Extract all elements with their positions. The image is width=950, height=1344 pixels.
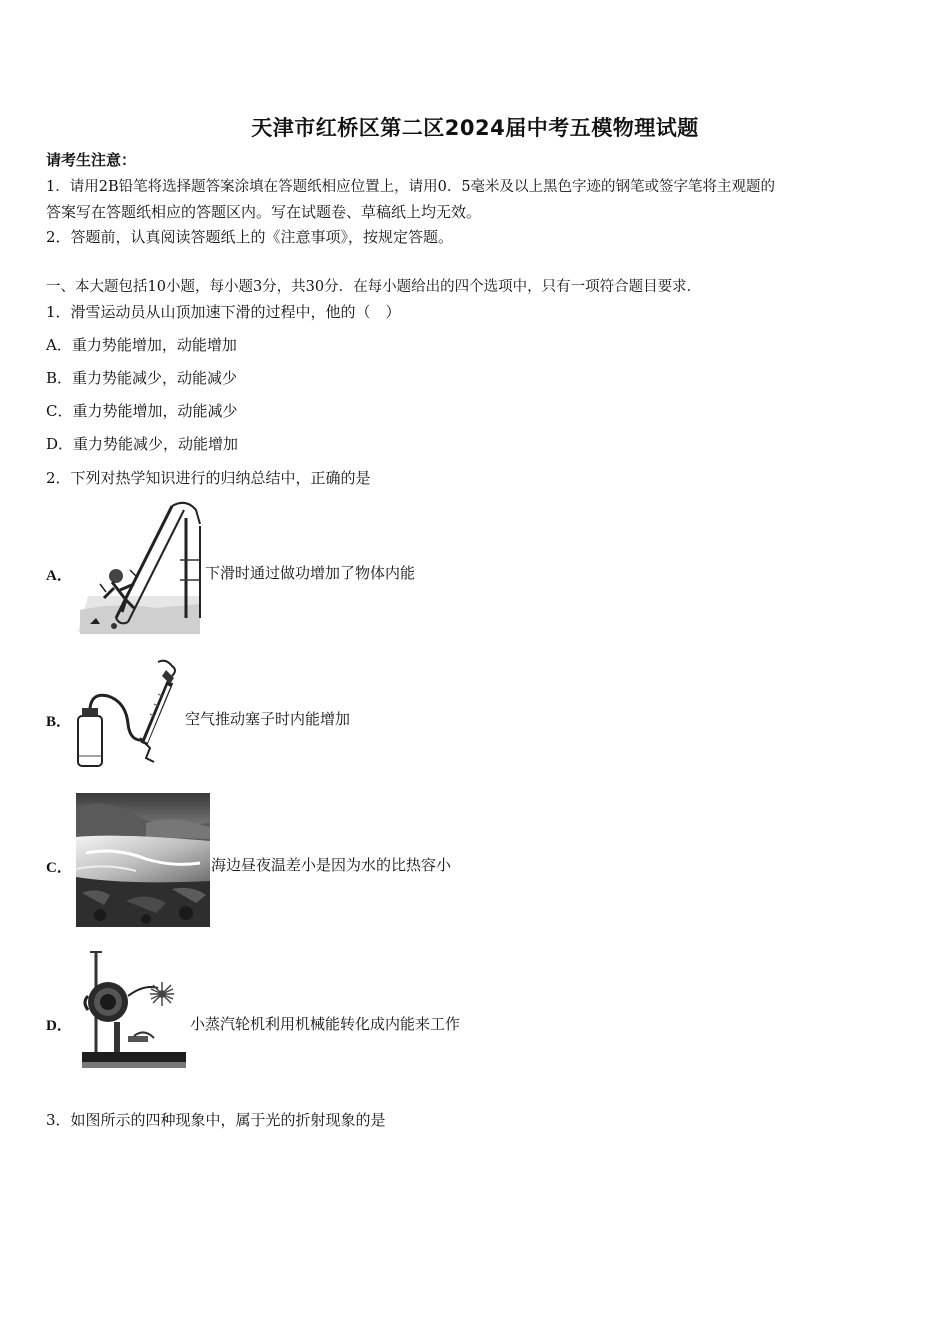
pump-bottle-icon (74, 658, 184, 770)
q1-option-a: A．重力势能增加，动能增加 (46, 336, 237, 354)
q2-option-a-label: A． (46, 568, 72, 584)
seashore-photo (76, 793, 210, 927)
section-heading: 一、本大题包括10小题，每小题3分，共30分．在每小题给出的四个选项中，只有一项符合题目要求． (46, 279, 702, 295)
q2-option-c-label: C． (46, 860, 72, 876)
notice-line-1a: 1．请用2B铅笔将选择题答案涂填在答题纸相应位置上，请用0．5毫米及以上黑色字迹的钢笔或签字笔将主观题的 (46, 179, 776, 195)
q2-stem: 2．下列对热学知识进行的归纳总结中，正确的是 (46, 469, 371, 487)
notice-line-2: 2．答题前，认真阅读答题纸上的《注意事项》，按规定答题。 (46, 228, 454, 246)
page-title: 天津市红桥区第二区2024届中考五模物理试题 (251, 116, 699, 140)
q1-stem: 1．滑雪运动员从山顶加速下滑的过程中，他的（ ） (46, 303, 401, 321)
q1-option-b: B．重力势能减少，动能减少 (46, 369, 238, 387)
notice-line-1b: 答案写在答题纸相应的答题区内。写在试题卷、草稿纸上均无效。 (46, 203, 482, 221)
q1-option-d: D．重力势能减少，动能增加 (46, 435, 239, 453)
q2-option-d-label: D． (46, 1018, 72, 1034)
q1-option-c: C．重力势能增加，动能减少 (46, 402, 238, 420)
q2-option-c-text: 海边昼夜温差小是因为水的比热容小 (211, 856, 452, 874)
q2-option-b-label: B． (46, 714, 72, 730)
notice-heading: 请考生注意： (46, 151, 137, 169)
q3-stem: 3．如图所示的四种现象中，属于光的折射现象的是 (46, 1111, 386, 1129)
slide-icon (76, 500, 202, 636)
q2-option-a-text: 下滑时通过做功增加了物体内能 (205, 564, 416, 582)
q2-option-b-text: 空气推动塞子时内能增加 (185, 710, 351, 728)
steam-turbine-icon (74, 948, 188, 1076)
q2-option-d-text: 小蒸汽轮机利用机械能转化成内能来工作 (190, 1015, 461, 1033)
